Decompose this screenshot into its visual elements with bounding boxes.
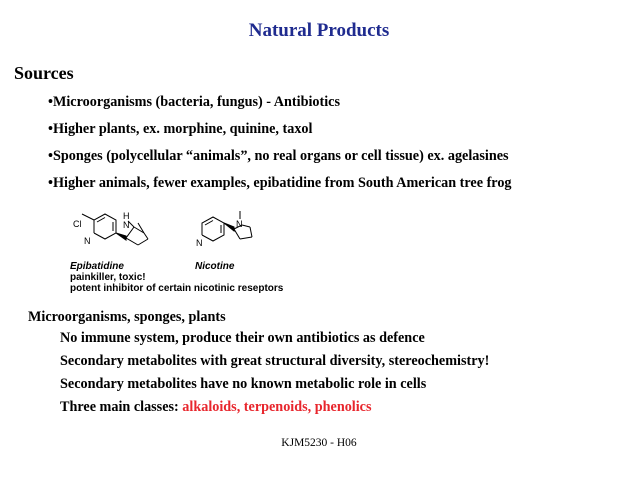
chemical-structures: [62, 205, 282, 265]
atom-label-n: N: [236, 219, 243, 229]
epibatidine-structure: [82, 214, 148, 245]
bullet-item: •Microorganisms (bacteria, fungus) - Antibiotics: [48, 94, 340, 110]
epibatidine-note: potent inhibitor of certain nicotinic reseptors: [70, 283, 284, 294]
epibatidine-label: Epibatidine: [70, 261, 124, 272]
bullet-item: •Sponges (polycellular “animals”, no real organs or cell tissue) ex. agelasines: [48, 148, 509, 164]
subsection-line: No immune system, produce their own antibiotics as defence: [60, 330, 425, 346]
subsection-line: Secondary metabolites have no known metabolic role in cells: [60, 376, 427, 392]
subsection-line: Secondary metabolites with great structural diversity, stereochemistry!: [60, 353, 490, 369]
classes-highlight: alkaloids, terpenoids, phenolics: [182, 399, 372, 415]
subsection-line: [60, 399, 372, 416]
epibatidine-note: painkiller, toxic!: [70, 272, 146, 283]
atom-label-n: N: [84, 236, 91, 246]
nicotine-label: Nicotine: [195, 261, 235, 272]
classes-prefix: Three main classes:: [60, 399, 183, 415]
section-heading: Sources: [14, 63, 74, 83]
footer: KJM5230 - H06: [281, 437, 357, 449]
atom-label-cl: Cl: [73, 219, 82, 229]
atom-label-n: N: [123, 220, 130, 230]
bullet-item: •Higher animals, fewer examples, epibatidine from South American tree frog: [48, 175, 512, 191]
atom-label-n: N: [196, 238, 203, 248]
subsection-heading: Microorganisms, sponges, plants: [28, 309, 226, 325]
atom-label-h: H: [123, 211, 130, 221]
nicotine-structure: [202, 211, 252, 241]
page-title: Natural Products: [248, 20, 390, 41]
bullet-item: •Higher plants, ex. morphine, quinine, taxol: [48, 121, 313, 137]
